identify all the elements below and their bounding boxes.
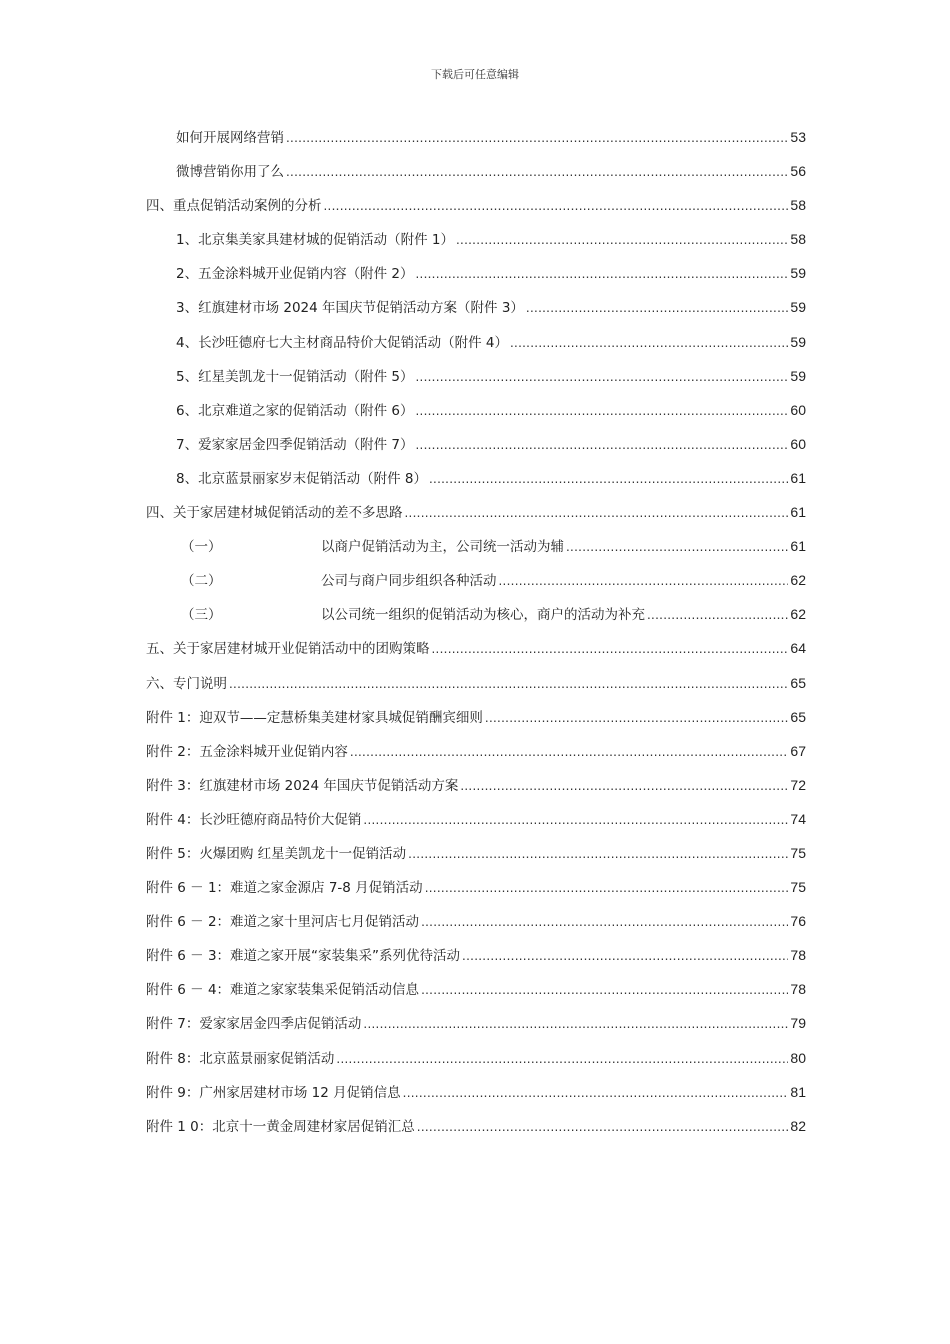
toc-entry[interactable] [146,631,806,665]
toc-entry-title: 附件 8：北京蓝景丽家促销活动 [146,1050,335,1067]
toc-entry-page-number: 74 [790,810,806,827]
toc-leader-dots [425,871,789,905]
toc-entry-page-number: 61 [790,469,806,486]
toc-entry-page-number: 53 [790,129,806,145]
toc-entry[interactable] [146,734,806,768]
toc-leader-dots [408,837,788,871]
toc-leader-dots [286,121,788,155]
toc-entry-title: 附件 1：迎双节——定慧桥集美建材家具城促销酬宾细则 [146,709,483,726]
toc-entry-page-number: 64 [790,640,806,657]
toc-entry[interactable] [146,1109,806,1143]
toc-entry-page-number: 65 [790,674,806,691]
toc-entry-title: 5、红星美凯龙十一促销活动（附件 5） [176,368,414,385]
toc-leader-dots [286,155,788,189]
toc-entry[interactable] [146,563,806,597]
toc-leader-dots [363,803,788,837]
toc-entry-number: （二） [181,573,222,590]
toc-entry[interactable] [146,768,806,802]
toc-leader-dots [350,735,789,769]
toc-entry-title: 附件 6 － 1：难道之家金源店 7-8 月促销活动 [146,880,423,897]
toc-leader-dots [460,769,788,803]
toc-entry-title: 附件 4：长沙旺德府商品特价大促销 [146,811,362,828]
toc-entry-number: （一） [181,539,222,556]
toc-entry[interactable] [146,359,806,393]
toc-entry[interactable] [146,154,806,188]
toc-entry-title: 2、五金涂料城开业促销内容（附件 2） [176,266,414,283]
toc-leader-dots [336,1042,788,1076]
toc-leader-dots [432,632,789,666]
toc-entry[interactable] [146,461,806,495]
toc-leader-dots [324,189,789,223]
toc-leader-dots [526,291,789,325]
toc-leader-dots [462,939,788,973]
toc-entry[interactable] [146,188,806,222]
toc-entry[interactable] [146,495,806,529]
toc-entry-title: 4、长沙旺德府七大主材商品特价大促销活动（附件 4） [176,334,508,351]
toc-entry-title: 附件 5：火爆团购 红星美凯龙十一促销活动 [146,845,407,862]
toc-entry[interactable] [146,529,806,563]
toc-entry-title: 附件 6 － 2：难道之家十里河店七月促销活动 [146,914,420,931]
toc-entry-page-number: 62 [790,606,806,623]
toc-entry-page-number: 79 [790,1015,806,1032]
toc-entry-page-number: 58 [790,231,806,248]
toc-entry[interactable] [146,1041,806,1075]
toc-leader-dots [456,223,788,257]
toc-entry[interactable] [146,120,806,154]
toc-entry[interactable] [146,597,806,631]
toc-entry[interactable] [146,290,806,324]
toc-leader-dots [229,667,788,701]
toc-entry[interactable] [146,393,806,427]
toc-entry-title: 如何开展网络营销 [176,130,284,146]
toc-entry-title: 附件 9：广州家居建材市场 12 月促销信息 [146,1084,401,1101]
toc-leader-dots [415,394,788,428]
toc-leader-dots [405,496,789,530]
toc-entry-title: 以公司统一组织的促销活动为核心，商户的活动为补充 [321,607,645,624]
toc-entry-title: 四、重点促销活动案例的分析 [146,198,322,215]
toc-entry-page-number: 61 [790,504,806,521]
toc-entry[interactable] [146,972,806,1006]
toc-entry-page-number: 78 [790,981,806,998]
toc-entry-title: 附件 1 0：北京十一黄金周建材家居促销汇总 [146,1118,415,1135]
toc-entry-page-number: 81 [790,1083,806,1100]
toc-entry-title: 微博营销你用了么 [176,164,284,181]
toc-leader-dots [403,1076,789,1110]
toc-entry-page-number: 60 [790,401,806,418]
toc-entry-title: 7、爱家家居金四季促销活动（附件 7） [176,436,414,453]
toc-leader-dots [417,1110,789,1144]
toc-entry-page-number: 61 [790,538,806,555]
toc-entry-title: 五、关于家居建材城开业促销活动中的团购策略 [146,641,430,658]
page-header: 下载后可任意编辑 [431,68,519,81]
toc-entry-page-number: 62 [790,572,806,589]
toc-entry-title: 附件 6 － 4：难道之家家装集采促销活动信息 [146,982,420,999]
toc-entry-page-number: 58 [790,197,806,214]
toc-entry-page-number: 59 [790,367,806,384]
toc-leader-dots [510,326,788,360]
toc-entry-title: 六、专门说明 [146,675,227,692]
toc-entry-page-number: 59 [790,333,806,350]
toc-entry[interactable] [146,1006,806,1040]
toc-leader-dots [415,360,788,394]
toc-entry-title: 8、北京蓝景丽家岁末促销活动（附件 8） [176,470,427,487]
toc-leader-dots [485,701,789,735]
toc-entry-page-number: 72 [790,776,806,793]
toc-leader-dots [363,1007,788,1041]
table-of-contents [146,120,806,1143]
toc-entry-page-number: 76 [790,913,806,930]
toc-entry[interactable] [146,256,806,290]
toc-entry[interactable] [146,836,806,870]
toc-entry-title: 6、北京难道之家的促销活动（附件 6） [176,402,414,419]
toc-entry-page-number: 78 [790,947,806,964]
toc-entry-title: 附件 6 － 3：难道之家开展“家装集采”系列优待活动 [146,948,461,965]
toc-entry-title: 附件 7：爱家家居金四季店促销活动 [146,1016,362,1033]
toc-entry-page-number: 75 [790,844,806,861]
toc-entry[interactable] [146,1075,806,1109]
toc-leader-dots [415,428,788,462]
toc-entry-page-number: 60 [790,435,806,452]
toc-leader-dots [499,564,789,598]
toc-entry-title: 公司与商户同步组织各种活动 [321,573,497,590]
toc-leader-dots [421,905,788,939]
toc-entry-title: 1、北京集美家具建材城的促销活动（附件 1） [176,232,454,249]
toc-entry-page-number: 65 [790,708,806,725]
toc-entry-title: 附件 3：红旗建材市场 2024 年国庆节促销活动方案 [146,777,459,794]
toc-entry-title: 3、红旗建材市场 2024 年国庆节促销活动方案（附件 3） [176,300,524,317]
toc-entry-page-number: 82 [790,1117,806,1134]
toc-entry-page-number: 75 [790,879,806,896]
toc-entry[interactable] [146,904,806,938]
toc-entry-number: （三） [181,607,222,624]
toc-entry-page-number: 67 [790,742,806,759]
toc-leader-dots [429,462,788,496]
toc-entry-page-number: 56 [790,163,806,180]
toc-entry[interactable] [146,802,806,836]
toc-entry-title: 以商户促销活动为主，公司统一活动为辅 [321,539,564,556]
toc-entry[interactable] [146,222,806,256]
toc-entry[interactable] [146,666,806,700]
toc-entry-page-number: 59 [790,265,806,282]
toc-entry[interactable] [146,700,806,734]
toc-leader-dots [421,973,788,1007]
toc-entry-page-number: 59 [790,299,806,316]
toc-entry-page-number: 80 [790,1049,806,1066]
toc-leader-dots [566,530,788,564]
toc-entry[interactable] [146,427,806,461]
toc-leader-dots [415,257,788,291]
toc-entry[interactable] [146,325,806,359]
toc-entry[interactable] [146,938,806,972]
toc-entry[interactable] [146,870,806,904]
toc-leader-dots [647,598,788,632]
toc-entry-title: 附件 2：五金涂料城开业促销内容 [146,743,348,760]
toc-entry-title: 四、关于家居建材城促销活动的差不多思路 [146,505,403,522]
